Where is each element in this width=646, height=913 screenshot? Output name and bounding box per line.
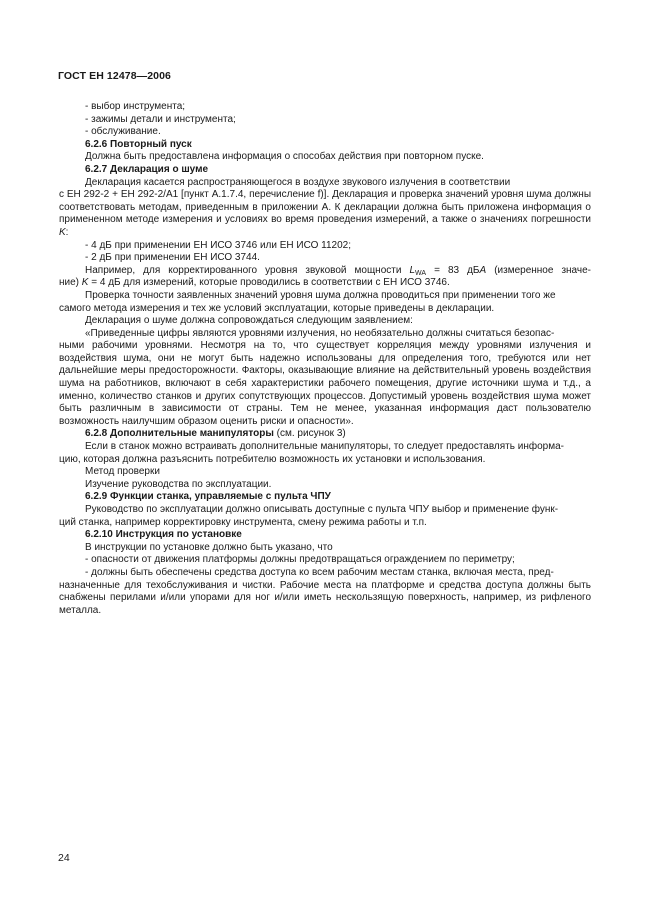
list-item: назначенные для техобслуживания и чистки. Рабочие места на платформе и средства доступа должны быть снабжены перилами и/или упорами для ног и/или иметь нескользящую поверхность, например, из рифленого металла. (59, 579, 591, 616)
paragraph: В инструкции по установке должно быть указано, что (85, 541, 333, 553)
list-item: - 2 дБ при применении ЕН ИСО 3744. (85, 252, 260, 264)
quote: «Приведенные цифры являются уровнями излучения, но необязательно должны считаться безопас- (85, 327, 555, 339)
paragraph: самого метода измерения и тех же условий эксплуатации, которые приведены в декларации. (59, 302, 495, 314)
document-body (59, 101, 592, 617)
list-item: - должны быть обеспечены средства доступа ко всем рабочим местам станка, включая места, пред- (85, 566, 554, 578)
section-heading-6-2-6: 6.2.6 Повторный пуск (85, 138, 192, 150)
paragraph: Если в станок можно встраивать дополнительные манипуляторы, то следует предоставлять информа- (85, 441, 564, 453)
paragraph: с ЕН 292-2 + ЕН 292-2/А1 [пункт А.1.7.4, перечисление f)]. Декларация и проверка значений уровня шума должны соответствовать методам, приведенным в приложении А. К декларации должна быть приложена информация о примененном методе измерения и условиях во время проведения измерений, а также о значениях погрешности K: (59, 189, 591, 238)
paragraph: Должна быть предоставлена информация о способах действия при повторном пуске. (85, 151, 484, 163)
list-item: - обслуживание. (85, 126, 161, 138)
list-item: - зажимы детали и инструмента; (85, 113, 236, 125)
paragraph: Метод проверки (85, 466, 160, 478)
paragraph: Декларация касается распространяющегося в воздухе звукового излучения в соответствии (85, 176, 511, 188)
paragraph: Например, для корректированного уровня звуковой мощности $L_{WA} = 83$ дБA (измеренное значе- (85, 264, 592, 277)
section-heading-6-2-7: 6.2.7 Декларация о шуме (85, 163, 209, 175)
list-item: - 4 дБ при применении ЕН ИСО 3746 или ЕН ИСО 11202; (85, 239, 352, 251)
paragraph: ние) K = 4 дБ для измерений, которые проводились в соответствии с ЕН ИСО 3746. (59, 277, 450, 289)
page-number: 24 (58, 852, 70, 864)
section-heading-6-2-8: 6.2.8 Дополнительные манипуляторы (см. рисунок 3) (85, 428, 346, 440)
list-item: - выбор инструмента; (85, 101, 186, 112)
section-heading-6-2-9: 6.2.9 Функции станка, управляемые с пульта ЧПУ (85, 491, 331, 503)
section-heading-6-2-10: 6.2.10 Инструкция по установке (85, 529, 242, 541)
paragraph: Проверка точности заявленных значений уровня шума должна проводиться при применении того же (85, 289, 556, 301)
paragraph: Изучение руководства по эксплуатации. (85, 478, 272, 490)
paragraph: ций станка, например корректировку инструмента, смену режима работы и т.п. (59, 516, 427, 528)
quote: ными рабочими уровнями. Несмотря на то, что существует корреляция между уровнями излучения и воздействия шума, они не могут быть надежно использованы для определения того, требуются или нет дальнейшие меры предосторожности. Факторы, оказывающие влияние на действительный уровень воздействия шума на работников, включают в себя характеристики рабочего помещения, другие источники шума и т.д., а именно, количество станков и других сопутствующих процессов. Допустимый уровень воздействия шума может быть различным в зависимости от страны. Тем не менее, указанная информация даст пользователю возможность наилучшим образом оценить риски и опасности». (59, 340, 591, 427)
document-header: ГОСТ ЕН 12478—2006 (58, 70, 171, 82)
paragraph: Декларация о шуме должна сопровождаться следующим заявлением: (85, 315, 413, 327)
paragraph: Руководство по эксплуатации должно описывать доступные с пульта ЧПУ выбор и применение функ- (85, 504, 559, 515)
list-item: - опасности от движения платформы должны предотвращаться ограждением по периметру; (85, 554, 515, 566)
paragraph: цию, которая должна разъяснить потребителю возможность их установки и использования. (59, 453, 486, 465)
